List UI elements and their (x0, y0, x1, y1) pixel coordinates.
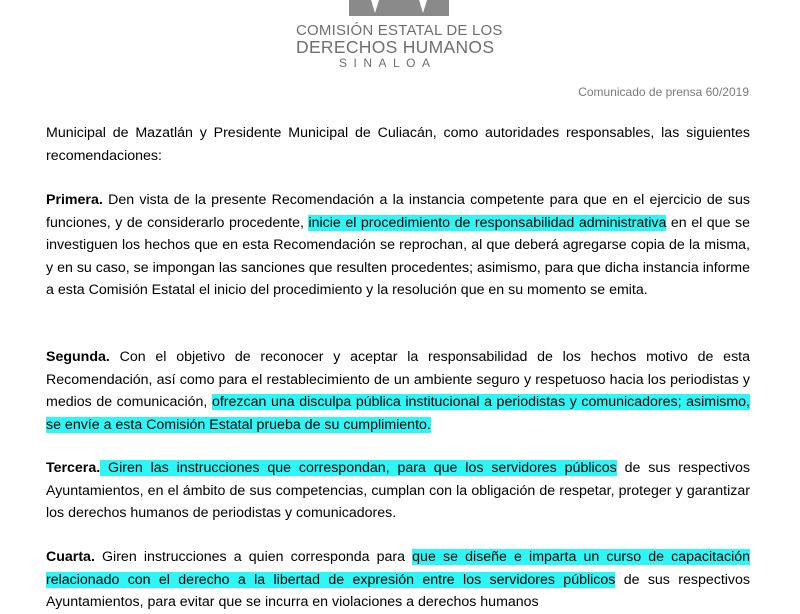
segunda-highlight: ofrezcan una disculpa pública institucional a periodistas y comunicadores; asimismo, se envíe a esta Comisión Estatal prueba de su cumplimiento. (46, 394, 750, 433)
org-state: SINALOA (339, 56, 437, 70)
tercera-highlight: Giren las instrucciones que correspondan, para que los servidores públicos (100, 460, 617, 476)
press-release-number: Comunicado de prensa 60/2019 (578, 85, 749, 99)
primera-text-a: Den vista de la presente Recomendación a la instancia competente para que en el ejercicio de sus funciones, y de considerarlo procedente, (46, 192, 750, 231)
cuarta-highlight: que se diseñe e imparta un curso de capacitación relacionado con el derecho a la libertad de expresión entre los servidores públicos (46, 549, 750, 588)
org-name-line1: COMISIÓN ESTATAL DE LOS (296, 22, 503, 39)
primera-text-b: en el que se investiguen los hechos que en esta Recomendación se reprochan, al que deberá agregarse copia de la misma, y en su caso, se impongan las sanciones que resulten procedentes; asimismo, para que dicha instancia informe a esta Comisión Estatal el inicio del procedimiento y la resolución que en su momento se emita. (46, 214, 750, 299)
primera-label: Primera. (46, 192, 103, 208)
tercera-text-b: de sus respectivos Ayuntamientos, en el ámbito de sus competencias, cumplan con la obligación de respetar, proteger y garantizar los derechos humanos de periodistas y comunicadores. (46, 460, 750, 522)
recommendation-primera (46, 189, 750, 302)
cuarta-label: Cuarta. (46, 549, 95, 565)
tercera-label: Tercera. (46, 460, 101, 476)
org-name-line2: DERECHOS HUMANOS (296, 37, 495, 57)
primera-highlight: inicie el procedimiento de responsabilidad administrativa (308, 214, 667, 231)
segunda-label: Segunda. (46, 349, 110, 365)
recommendation-tercera (46, 457, 750, 525)
recommendation-segunda (46, 346, 750, 436)
segunda-text-a: Con el objetivo de reconocer y aceptar la responsabilidad de los hechos motivo de esta Recomendación, así como para el restablecimiento de un ambiente seguro y respetuoso hacia los periodistas y medios de comunicación, (46, 349, 750, 411)
recommendation-cuarta (46, 546, 750, 614)
cuarta-text-a: Giren instrucciones a quien corresponda para (94, 549, 413, 565)
intro-paragraph: Municipal de Mazatlán y Presidente Municipal de Culiacán, como autoridades responsables, las siguientes recomendaciones: (46, 125, 750, 164)
cuarta-text-b: de sus respectivos Ayuntamientos, para evitar que se incurra en violaciones a derechos humanos (46, 571, 750, 611)
